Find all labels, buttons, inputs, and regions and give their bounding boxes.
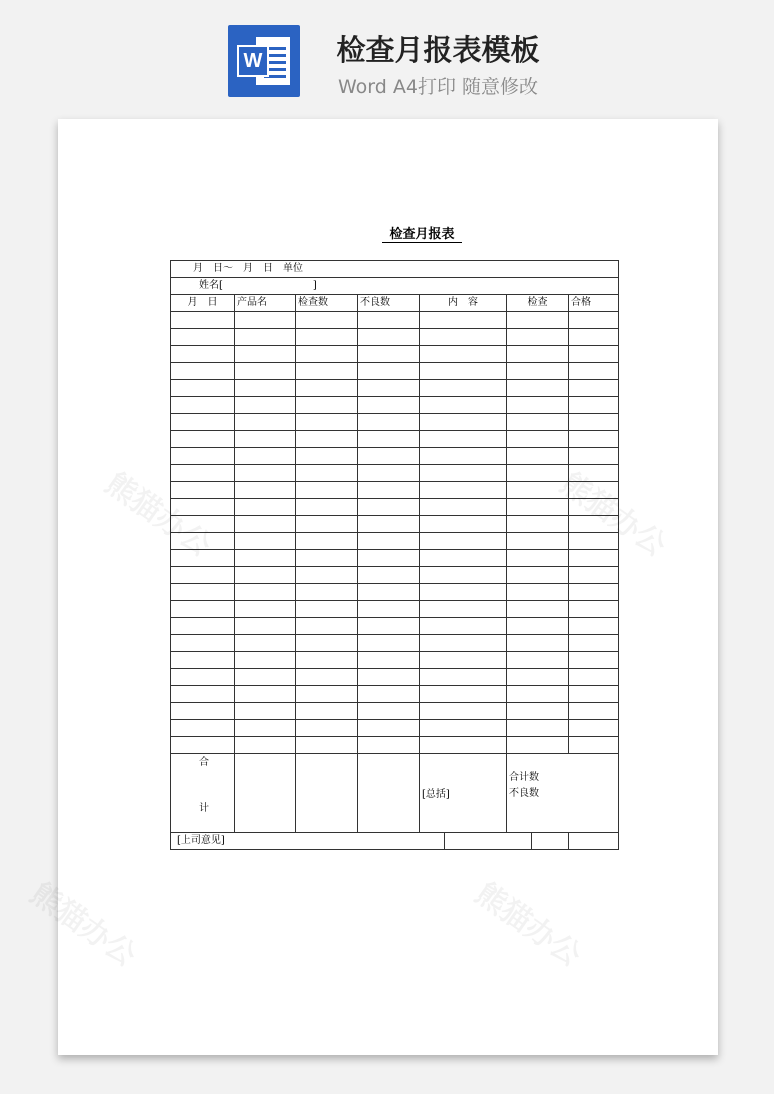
- blank-cell: [420, 482, 507, 499]
- blank-cell: [420, 601, 507, 618]
- blank-cell: [507, 312, 569, 329]
- blank-cell: [420, 618, 507, 635]
- blank-cell: [420, 397, 507, 414]
- blank-cell: [569, 414, 619, 431]
- blank-cell: [569, 720, 619, 737]
- blank-cell: [235, 618, 296, 635]
- blank-cell: [296, 533, 358, 550]
- blank-row: [171, 584, 619, 601]
- blank-cell: [358, 329, 420, 346]
- blank-cell: [569, 363, 619, 380]
- blank-cell: [569, 635, 619, 652]
- blank-cell: [296, 703, 358, 720]
- blank-row: [171, 499, 619, 516]
- blank-cell: [296, 397, 358, 414]
- blank-cell: [569, 737, 619, 754]
- blank-cell: [296, 550, 358, 567]
- blank-row: [171, 601, 619, 618]
- blank-row: [171, 533, 619, 550]
- blank-cell: [420, 346, 507, 363]
- col-inspected: 检查数: [296, 295, 358, 312]
- blank-row: [171, 669, 619, 686]
- blank-cell: [507, 601, 569, 618]
- blank-cell: [171, 329, 235, 346]
- col-content: 内 容: [420, 295, 507, 312]
- blank-cell: [235, 550, 296, 567]
- blank-cell: [358, 414, 420, 431]
- blank-cell: [420, 380, 507, 397]
- summary-cell: [420, 754, 507, 833]
- blank-cell: [507, 397, 569, 414]
- blank-row: [171, 652, 619, 669]
- blank-cell: [358, 618, 420, 635]
- blank-cell: [358, 431, 420, 448]
- blank-cell: [507, 431, 569, 448]
- blank-cell: [507, 499, 569, 516]
- blank-cell: [358, 465, 420, 482]
- blank-cell: [296, 652, 358, 669]
- blank-cell: [420, 499, 507, 516]
- blank-cell: [171, 686, 235, 703]
- blank-cell: [569, 601, 619, 618]
- blank-cell: [358, 703, 420, 720]
- blank-cell: [296, 737, 358, 754]
- blank-cell: [507, 737, 569, 754]
- blank-row: [171, 312, 619, 329]
- blank-cell: [171, 431, 235, 448]
- blank-cell: [358, 567, 420, 584]
- blank-cell: [358, 516, 420, 533]
- blank-cell: [358, 312, 420, 329]
- blank-cell: [507, 533, 569, 550]
- blank-cell: [235, 329, 296, 346]
- blank-cell: [569, 669, 619, 686]
- blank-cell: [235, 703, 296, 720]
- blank-cell: [296, 380, 358, 397]
- blank-cell: [235, 363, 296, 380]
- blank-cell: [420, 363, 507, 380]
- blank-row: [171, 720, 619, 737]
- blank-cell: [358, 720, 420, 737]
- blank-cell: [358, 652, 420, 669]
- total-label-bottom: 计: [199, 803, 209, 814]
- blank-cell: [569, 397, 619, 414]
- blank-cell: [235, 686, 296, 703]
- blank-row: [171, 686, 619, 703]
- blank-cell: [420, 465, 507, 482]
- blank-row: [171, 635, 619, 652]
- blank-cell: [569, 312, 619, 329]
- blank-cell: [358, 635, 420, 652]
- blank-cell: [235, 567, 296, 584]
- blank-cell: [569, 380, 619, 397]
- blank-cell: [171, 363, 235, 380]
- blank-cell: [420, 584, 507, 601]
- blank-cell: [171, 567, 235, 584]
- word-letter-badge: W: [237, 45, 269, 77]
- blank-cell: [235, 720, 296, 737]
- blank-cell: [507, 380, 569, 397]
- document-title: 检查月报表: [382, 228, 462, 243]
- watermark: 熊猫办公: [23, 876, 143, 974]
- word-app-icon: [228, 25, 300, 97]
- blank-cell: [296, 482, 358, 499]
- blank-row: [171, 329, 619, 346]
- blank-cell: [235, 516, 296, 533]
- watermark: 熊猫办公: [468, 876, 588, 974]
- blank-row: [171, 346, 619, 363]
- blank-cell: [358, 380, 420, 397]
- blank-cell: [358, 584, 420, 601]
- blank-cell: [296, 414, 358, 431]
- blank-cell: [235, 652, 296, 669]
- blank-row: [171, 380, 619, 397]
- blank-cell: [420, 431, 507, 448]
- blank-cell: [569, 550, 619, 567]
- col-pass: 合格: [569, 295, 619, 312]
- blank-cell: [420, 720, 507, 737]
- blank-cell: [235, 601, 296, 618]
- blank-cell: [358, 346, 420, 363]
- blank-cell: [507, 346, 569, 363]
- blank-cell: [235, 465, 296, 482]
- blank-cell: [296, 601, 358, 618]
- blank-cell: [171, 312, 235, 329]
- blank-cell: [420, 550, 507, 567]
- blank-row: [171, 482, 619, 499]
- blank-cell: [296, 720, 358, 737]
- blank-row: [171, 737, 619, 754]
- blank-cell: [296, 465, 358, 482]
- blank-cell: [569, 652, 619, 669]
- blank-cell: [420, 686, 507, 703]
- blank-cell: [507, 652, 569, 669]
- blank-cell: [507, 516, 569, 533]
- blank-cell: [358, 686, 420, 703]
- blank-cell: [296, 635, 358, 652]
- name-row: 姓名[ ]: [171, 278, 619, 295]
- blank-row: [171, 397, 619, 414]
- page-title: 检查月报表模板: [336, 33, 540, 67]
- blank-cell: [296, 346, 358, 363]
- blank-row: [171, 550, 619, 567]
- supervisor-cell-3: [532, 833, 569, 850]
- blank-cell: [420, 516, 507, 533]
- blank-cell: [171, 448, 235, 465]
- blank-cell: [507, 584, 569, 601]
- blank-cell: [296, 363, 358, 380]
- supervisor-row: [171, 833, 619, 850]
- blank-cell: [569, 431, 619, 448]
- total-product-cell: [235, 754, 296, 833]
- blank-cell: [358, 601, 420, 618]
- defect-count-label: 不良数: [509, 788, 539, 799]
- blank-cell: [235, 380, 296, 397]
- blank-cell: [296, 584, 358, 601]
- blank-cell: [296, 431, 358, 448]
- blank-cell: [569, 346, 619, 363]
- blank-cell: [296, 516, 358, 533]
- blank-cell: [171, 601, 235, 618]
- blank-cell: [235, 312, 296, 329]
- blank-cell: [235, 533, 296, 550]
- blank-cell: [358, 448, 420, 465]
- blank-cell: [420, 703, 507, 720]
- blank-cell: [296, 329, 358, 346]
- blank-cell: [171, 618, 235, 635]
- total-defects-cell: [358, 754, 420, 833]
- blank-row: [171, 618, 619, 635]
- blank-cell: [235, 414, 296, 431]
- total-count-cell: [507, 754, 619, 833]
- blank-cell: [235, 346, 296, 363]
- blank-cell: [171, 669, 235, 686]
- page-subtitle: Word A4打印 随意修改: [337, 76, 538, 98]
- watermark: 熊猫办公: [98, 466, 218, 564]
- blank-cell: [507, 669, 569, 686]
- blank-row: [171, 516, 619, 533]
- col-check: 检查: [507, 295, 569, 312]
- col-date: 月 日: [171, 295, 235, 312]
- blank-row: [171, 448, 619, 465]
- blank-cell: [420, 312, 507, 329]
- blank-cell: [171, 346, 235, 363]
- blank-cell: [420, 635, 507, 652]
- summary-label: [总括]: [422, 789, 450, 800]
- blank-cell: [171, 397, 235, 414]
- total-row: [171, 754, 619, 833]
- blank-cell: [507, 686, 569, 703]
- blank-cell: [235, 669, 296, 686]
- supervisor-cell-4: [569, 833, 619, 850]
- blank-cell: [296, 686, 358, 703]
- period-row: 月 日～ 月 日 单位: [171, 261, 619, 278]
- blank-row: [171, 363, 619, 380]
- blank-cell: [235, 635, 296, 652]
- supervisor-cell-2: [445, 833, 532, 850]
- blank-cell: [171, 380, 235, 397]
- blank-cell: [171, 703, 235, 720]
- blank-cell: [507, 329, 569, 346]
- blank-cell: [507, 465, 569, 482]
- blank-cell: [171, 465, 235, 482]
- total-label-top: 合: [199, 757, 209, 768]
- blank-cell: [296, 499, 358, 516]
- blank-row: [171, 465, 619, 482]
- blank-cell: [358, 533, 420, 550]
- blank-cell: [569, 618, 619, 635]
- blank-cell: [420, 329, 507, 346]
- blank-cell: [507, 567, 569, 584]
- blank-cell: [420, 652, 507, 669]
- blank-cell: [420, 448, 507, 465]
- blank-cell: [358, 499, 420, 516]
- blank-cell: [171, 414, 235, 431]
- blank-cell: [569, 584, 619, 601]
- blank-cell: [171, 720, 235, 737]
- blank-cell: [235, 448, 296, 465]
- blank-cell: [235, 499, 296, 516]
- blank-cell: [358, 363, 420, 380]
- blank-cell: [171, 635, 235, 652]
- total-inspected-cell: [296, 754, 358, 833]
- blank-cell: [171, 584, 235, 601]
- blank-cell: [358, 550, 420, 567]
- blank-cell: [507, 550, 569, 567]
- blank-cell: [296, 312, 358, 329]
- blank-cell: [235, 584, 296, 601]
- blank-cell: [235, 431, 296, 448]
- report-table: [170, 260, 618, 850]
- blank-row: [171, 703, 619, 720]
- blank-cell: [420, 533, 507, 550]
- column-header-row: [171, 295, 619, 312]
- watermark: 熊猫办公: [553, 466, 673, 564]
- col-defects: 不良数: [358, 295, 420, 312]
- blank-cell: [420, 669, 507, 686]
- blank-cell: [420, 567, 507, 584]
- blank-cell: [507, 448, 569, 465]
- total-label-cell: [171, 754, 235, 833]
- blank-cell: [420, 737, 507, 754]
- blank-row: [171, 414, 619, 431]
- blank-row: [171, 567, 619, 584]
- blank-cell: [507, 363, 569, 380]
- blank-row: [171, 431, 619, 448]
- blank-cell: [358, 669, 420, 686]
- supervisor-label: [上司意见]: [171, 833, 445, 850]
- col-product-name: 产品名: [235, 295, 296, 312]
- blank-cell: [358, 482, 420, 499]
- blank-cell: [296, 567, 358, 584]
- blank-cell: [507, 618, 569, 635]
- blank-cell: [235, 737, 296, 754]
- blank-cell: [296, 618, 358, 635]
- blank-cell: [171, 737, 235, 754]
- blank-cell: [569, 567, 619, 584]
- blank-cell: [235, 482, 296, 499]
- blank-cell: [569, 329, 619, 346]
- blank-cell: [235, 397, 296, 414]
- total-count-label: 合计数: [509, 772, 539, 783]
- blank-cell: [569, 686, 619, 703]
- blank-cell: [507, 703, 569, 720]
- blank-cell: [296, 448, 358, 465]
- blank-cell: [358, 397, 420, 414]
- blank-cell: [171, 482, 235, 499]
- blank-cell: [171, 652, 235, 669]
- blank-cell: [507, 720, 569, 737]
- blank-cell: [358, 737, 420, 754]
- blank-cell: [420, 414, 507, 431]
- blank-cell: [507, 414, 569, 431]
- blank-cell: [569, 703, 619, 720]
- blank-cell: [296, 669, 358, 686]
- blank-cell: [507, 635, 569, 652]
